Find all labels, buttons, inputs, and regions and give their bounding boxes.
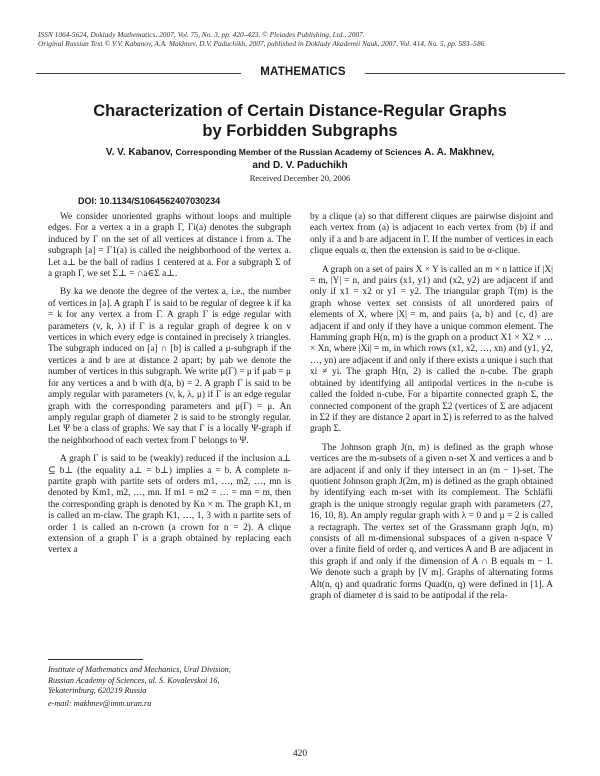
paper-title bbox=[40, 101, 560, 141]
title-line-1: Characterization of Certain Distance-Regular Graphs bbox=[93, 102, 507, 120]
author-3: and D. V. Paduchikh bbox=[252, 160, 348, 171]
paragraph: We consider unoriented graphs without loops and multiple edges. For a vertex a in a graph Γ, Γi(a) denotes the subgraph induced by Γ on the set of all vertices at distance i from a. The subgraph [a] = Γ1(a) is called the neighborhood of the vertex a. Let a⊥ be the ball of radius 1 centered at a. For a subgraph Σ of a graph Γ, we set Σ⊥ = ∩a∈Σ a⊥. bbox=[48, 212, 291, 280]
doi: DOI: 10.1134/S1064562407030234 bbox=[78, 196, 221, 206]
journal-header bbox=[38, 30, 568, 48]
author-1: V. V. Kabanov, bbox=[105, 147, 173, 158]
affiliation-line-1: Institute of Mathematics and Mechanics, Ural Division, bbox=[48, 665, 231, 674]
received-date: Received December 20, 2006 bbox=[249, 173, 351, 183]
affiliation bbox=[48, 659, 291, 709]
header-line-1: ISSN 1064-5624, Doklady Mathematics, 2007, Vol. 75, No. 3, pp. 420–423. © Pleiades Publishing, Ltd., 2007. bbox=[38, 30, 365, 39]
paragraph: A graph Γ is said to be (weakly) reduced if the inclusion a⊥ ⊆ b⊥ (the equality a⊥ = b⊥) implies a = b. A complete n-partite graph with partite sets of orders m1, …, m2, …, mn is denoted by Km1, m2, …, mn. If m1 = m2 = … = mn = m, then the corresponding graph is denoted by Kn × m. The graph K1, m is called an m-claw. The graph K1, …, 1, 3 with n partite sets of order 1 is called an n-crown (a crown for n = 2). A clique extension of a graph Γ is a graph obtained by replacing each vertex a bbox=[48, 454, 291, 556]
affiliation-line-2: Russian Academy of Sciences, ul. S. Kovalevskoi 16, bbox=[48, 675, 220, 685]
authors bbox=[40, 146, 560, 172]
paragraph: The Johnson graph J(n, m) is defined as the graph whose vertices are the m-subsets of a given n-set X and vertices a and b are adjacent if and only if they intersect in an (m − 1)-set. The quotient Johnson graph J(2m, m) is defined as the graph obtained by identifying each m-set with its complement. The Schläfli graph is the unique strongly regular graph with parameters (27, 16, 10, 8). An amply regular graph with λ = 0 and μ = 2 is called a rectagraph. The vertex set of the Grassmann graph Jq(n, m) consists of all m-dimensional subspaces of a given n-space V over a finite field of order q, and vertices A and B are adjacent in this graph if and only if the dimension of A ∩ B equals m − 1. We denote such a graph by [V m]. Graphs of alternating forms Alt(n, q) and quadratic forms Quad(n, q) were defined in [1]. A graph of diameter d is said to be antipodal if the rela- bbox=[310, 442, 553, 601]
footnote-rule bbox=[48, 659, 143, 660]
paragraph: by a clique (a) so that different cliques are pairwise disjoint and each vertex from (a) is adjacent to each vertex from (b) if and only if a and b are adjacent in Γ. If the number of vertices in each clique equals α, then the extension is said to be α-clique. bbox=[310, 212, 553, 257]
paragraph: By ka we denote the degree of the vertex a, i.e., the number of vertices in [a]. A graph Γ is said to be regular of degree k if ka = k for any vertex a from Γ. A graph Γ is edge regular with parameters (v, k, λ) if Γ is a regular graph of degree k on v vertices in which every edge is contained in precisely λ triangles. The subgraph induced on [a] ∩ [b] is called a μ-subgraph if the vertices a and b are at distance 2 apart; by μab we denote the number of vertices in this subgraph. We write μ(Γ) = μ if μab = μ for any vertices a and b with d(a, b) = 2. A graph Γ is said to be amply regular with parameters (v, k, λ, μ) if Γ is an edge regular graph with the corresponding parameters and μ(Γ) = μ. An amply regular graph of diameter 2 is said to be strongly regular. Let Ψ be a class of graphs. We say that Γ is a locally Ψ-graph if the neighborhood of each vertex from Γ belongs to Ψ. bbox=[48, 287, 291, 446]
right-column bbox=[310, 212, 553, 609]
left-column bbox=[48, 212, 291, 564]
email: e-mail: makhnev@imm.uran.ru bbox=[48, 698, 152, 708]
author-title: Corresponding Member of the Russian Academy of Sciences bbox=[175, 147, 422, 157]
section-heading bbox=[0, 66, 600, 80]
affiliation-line-3: Yekaterinburg, 620219 Russia bbox=[48, 686, 147, 696]
section-rule-left bbox=[36, 73, 241, 74]
paragraph: A graph on a set of pairs X × Y is called an m × n lattice if |X| = m, |Y| = n, and pairs (x1, y1) and (x2, y2) are adjacent if and only if x1 = x2 or y1 = y2. The triangular graph T(m) is the graph whose vertex set consists of all unordered pairs of elements of X, where |X| = m, and pairs {a, b} and {c, d} are adjacent if and only if they have a unique common element. The Hamming graph H(n, m) is the graph on a product X1 × X2 × … × Xn, where |Xi| = m, in which rows (x1, x2, …, xn) and (y1, y2, …, yn) are adjacent if and only if there exists a unique i such that xi ≠ yi. The graph H(n, 2) is called the n-cube. The graph obtained by identifying all antipodal vertices in the n-cube is called the folded n-cube. For a bipartite connected graph Σ, the connected component of the graph Σ2 (vertices of Σ are adjacent in Σ2 if they are distance 2 apart in Σ) is referred to as the halved graph Σ. bbox=[310, 264, 553, 435]
title-line-2: by Forbidden Subgraphs bbox=[202, 122, 398, 140]
author-2: A. A. Makhnev, bbox=[424, 147, 495, 158]
section-label: MATHEMATICS bbox=[260, 66, 346, 78]
page-number: 420 bbox=[292, 749, 308, 759]
header-line-2: Original Russian Text © V.V. Kabanov, A.A. Makhnev, D.V. Paduchikh, 2007, published in Doklady Akademii Nauk, 2007, Vol. 414, No. 5, pp. 583–586. bbox=[38, 39, 487, 48]
section-rule-right bbox=[365, 73, 565, 74]
